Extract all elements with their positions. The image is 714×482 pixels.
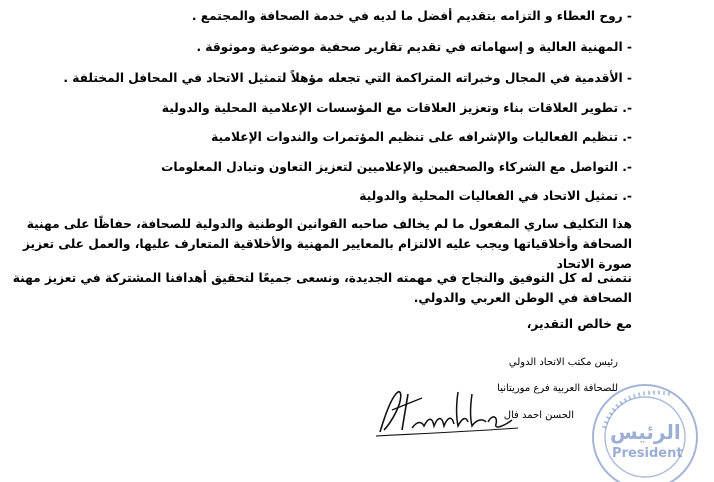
official-stamp — [590, 382, 714, 482]
bullet-3: - الأقدمية في المجال وخبراته المتراكمة التي تجعله مؤهلاً لتمثيل الاتحاد في المحافل المختلفة . — [63, 71, 632, 85]
paragraph-validity: هذا التكليف ساري المفعول ما لم يخالف صاحبه القوانين الوطنية والدولية للصحافة، حفاظًا على مهنية الصحافة وأخلاقياتها ويجب عليه الالتزام بالمعايير المهنية والأخلاقية المتعارف عليها، والعمل على تعزيز صورة الاتحاد — [22, 217, 632, 271]
paragraph-wishes: نتمنى له كل التوفيق والنجاح في مهمته الجديدة، ونسعى جميعًا لتحقيق أهدافنا المشتركة في تعزيز مهنة الصحافة في الوطن العربي والدولي. — [12, 271, 632, 305]
stamp-english-text: President — [612, 446, 683, 461]
bullet-1: - روح العطاء و التزامه بتقديم أفضل ما لديه في خدمة الصحافة والمجتمع . — [191, 9, 632, 23]
closing-line: مع خالص التقدير، — [526, 317, 632, 331]
bullet-7: -. تمثيل الاتحاد في الفعاليات المحلية والدولية — [359, 189, 632, 203]
stamp-arabic-text: الرئيس — [610, 420, 681, 444]
bullet-4: -. تطوير العلاقات بناء وتعزيز العلاقات مع المؤسسات الإعلامية المحلية والدولية — [161, 101, 632, 115]
handwritten-signature — [372, 382, 522, 440]
signatory-title-2: للصحافة العربية فرع موريتانيا — [497, 383, 618, 394]
signatory-name: الحسن احمد فال — [503, 410, 574, 421]
bullet-6: -. التواصل مع الشركاء والصحفيين والإعلاميين لتعزيز التعاون وتبادل المعلومات — [161, 160, 632, 174]
signatory-title-1: رئيس مكتب الاتحاد الدولي — [508, 357, 618, 368]
bullet-5: -. تنظيم الفعاليات والإشرافه على تنظيم المؤتمرات والندوات الإعلامية — [211, 130, 632, 144]
bullet-2: - المهنية العالية و إسهاماته في تقديم تقارير صحفية موضوعية وموثوقة . — [196, 40, 632, 54]
